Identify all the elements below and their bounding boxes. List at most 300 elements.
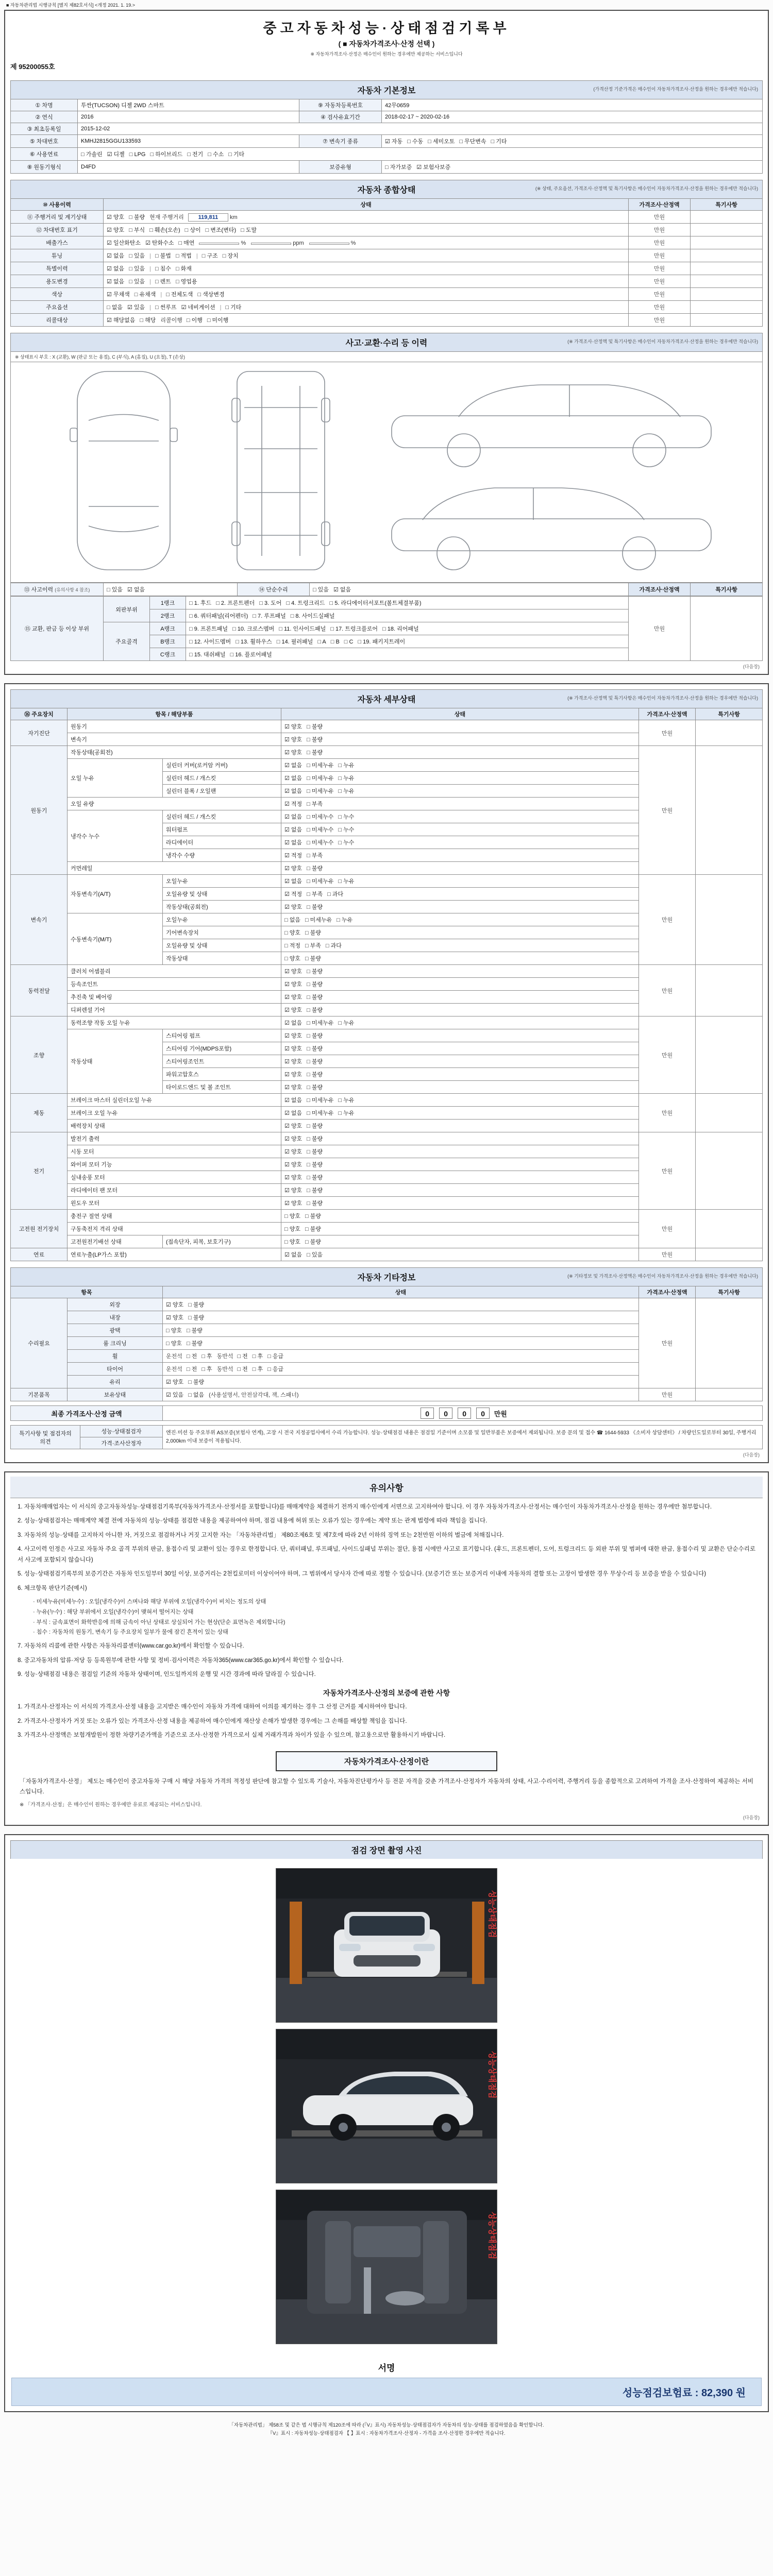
detail-state xyxy=(281,888,639,901)
checkbox-checked[interactable]: ☑ 일산화탄소 xyxy=(107,240,141,246)
checkbox-unchecked[interactable]: □ 불량 xyxy=(305,1213,321,1219)
item-label: 추진축 및 베어링 xyxy=(68,991,281,1004)
checkbox-checked[interactable]: ☑ 없음 xyxy=(284,762,303,769)
detail-state xyxy=(281,798,639,810)
value-field xyxy=(251,240,309,246)
checkbox-checked[interactable]: ☑ 해당없음 xyxy=(107,317,136,324)
checkbox-checked[interactable]: ☑ 양호 xyxy=(284,994,303,1001)
checkbox-unchecked[interactable]: □ 있음 xyxy=(129,253,145,259)
checkbox-unchecked[interactable]: □ 미세누유 xyxy=(305,917,332,923)
checkbox-unchecked[interactable]: □ 2. 프론트펜더 xyxy=(216,600,255,606)
detail-note-cell xyxy=(696,720,763,746)
detail-state xyxy=(281,965,639,978)
value-input[interactable] xyxy=(251,243,291,245)
vin-value: KMHJ2815GGU133593 xyxy=(78,135,299,148)
checkbox-unchecked[interactable]: □ 양호 xyxy=(284,956,300,962)
checkbox-unchecked[interactable]: □ 양호 xyxy=(284,1226,300,1232)
detail-price-cell: 만원 xyxy=(639,1094,696,1132)
item-label: 충전구 절연 상태 xyxy=(68,1210,281,1223)
accident-col-price: 가격조사·산정액 xyxy=(629,583,691,596)
checkbox-unchecked[interactable]: □ 부족 xyxy=(307,891,323,897)
checkbox-checked[interactable]: ☑ 네비게이션 xyxy=(181,304,215,311)
price-digit-box[interactable]: 0 xyxy=(476,1408,490,1419)
checkbox-checked[interactable]: ☑ 없음 xyxy=(284,814,303,820)
unit-label: km xyxy=(229,214,238,221)
checkbox-unchecked[interactable]: □ 있음 xyxy=(313,587,329,593)
checkbox-unchecked[interactable]: □ 불량 xyxy=(188,1379,205,1385)
svg-text:성능상태점검: 성능상태점검 xyxy=(488,2050,496,2099)
checkbox-checked[interactable]: ☑ 양호 xyxy=(284,1007,303,1013)
car-name-label: ① 차명 xyxy=(11,99,78,111)
checkbox-checked[interactable]: ☑ 양호 xyxy=(284,904,303,910)
checkbox-unchecked[interactable]: □ 불량 xyxy=(307,904,323,910)
checkbox-unchecked[interactable]: □ 응급 xyxy=(267,1353,284,1360)
checkbox-unchecked[interactable]: □ 누유 xyxy=(338,1110,355,1116)
detail-row xyxy=(11,1210,763,1223)
section-detail-note: (※ 가격조사·산정액 및 특기사항은 매수인이 자동차가격조사·산정을 원하는 경우에만 적습니다) xyxy=(567,696,758,701)
checkbox-unchecked[interactable]: □ 누유 xyxy=(338,775,355,782)
value-input[interactable] xyxy=(309,243,349,245)
other-note-cell xyxy=(696,1298,763,1388)
checkbox-unchecked[interactable]: □ 불량 xyxy=(307,1084,323,1091)
checkbox-unchecked[interactable]: □ 수소 xyxy=(208,151,224,158)
checkbox-checked[interactable]: ☑ 양호 xyxy=(107,214,125,221)
overall-row-label: 색상 xyxy=(11,288,104,301)
rank-label: 2랭크 xyxy=(150,609,186,622)
checkbox-unchecked[interactable]: □ 하이브리드 xyxy=(150,151,183,158)
checkbox-unchecked[interactable]: □ 6. 쿼터패널(리어펜더) xyxy=(189,613,248,619)
checkbox-unchecked[interactable]: □ 과다 xyxy=(327,891,344,897)
rank-parts xyxy=(186,635,629,648)
checkbox-unchecked[interactable]: □ 세미오토 xyxy=(428,139,455,145)
item-label: 실내송풍 모터 xyxy=(68,1171,281,1184)
checkbox-unchecked[interactable]: □ 불량 xyxy=(307,1188,323,1194)
checkbox-unchecked[interactable]: □ 1. 후드 xyxy=(189,600,212,606)
overall-row-label: 용도변경 xyxy=(11,275,104,288)
other-state xyxy=(163,1337,639,1350)
checkbox-checked[interactable]: ☑ 양호 xyxy=(284,1188,303,1194)
checkbox-unchecked[interactable]: □ 전기 xyxy=(187,151,204,158)
checkbox-unchecked[interactable]: □ 미세누수 xyxy=(307,814,334,820)
overall-note-cell xyxy=(691,288,763,301)
checkbox-unchecked[interactable]: □ 불량 xyxy=(188,1302,205,1308)
checkbox-unchecked[interactable]: □ 수동 xyxy=(407,139,424,145)
detail-state xyxy=(281,823,639,836)
opinion-text: 엔진·미션 등 주요부위 AS보증(보험사 연계), 고장 시 전국 지정공업사에서 수리 가능합니다. 성능·상태점검 내용은 점검일 기준이며 소모품 및 일반부품은 보증에서 제외됩니다. 보증 문의 및 접수 ☎ 1644-5933 《소비자 상담센터》 / 차량인도일로부터 30일, 주행거리 2,000km 이내 보증이 적용됩니다. xyxy=(163,1426,763,1449)
checkbox-unchecked[interactable]: □ 전 xyxy=(237,1353,248,1360)
checkbox-unchecked[interactable]: □ 기타 xyxy=(491,139,507,145)
inspection-photo-under xyxy=(276,2190,497,2344)
fuel-label: ⑥ 사용연료 xyxy=(11,148,78,161)
checkbox-unchecked[interactable]: □ 15. 대쉬패널 xyxy=(189,652,226,658)
checkbox-unchecked[interactable]: □ 유채색 xyxy=(134,292,156,298)
overall-row-state xyxy=(104,249,629,262)
checkbox-unchecked[interactable]: □ 무단변속 xyxy=(459,139,486,145)
checkbox-unchecked[interactable]: □ 불량 xyxy=(307,1046,323,1052)
checkbox-checked[interactable]: ☑ 양호 xyxy=(107,227,125,233)
checkbox-checked[interactable]: ☑ 적정 xyxy=(284,891,303,897)
checkbox-checked[interactable]: ☑ 없음 xyxy=(127,587,145,593)
price-digit-box[interactable]: 0 xyxy=(439,1408,452,1419)
section-other xyxy=(10,1267,763,1286)
checkbox-unchecked[interactable]: □ 누유 xyxy=(338,762,355,769)
device-label: 전기 xyxy=(11,1132,68,1210)
checkbox-checked[interactable]: ☑ 양호 xyxy=(284,1084,303,1091)
checkbox-unchecked[interactable]: □ 5. 라디에이터서포트(볼트체결부품) xyxy=(329,600,422,606)
price-digit-box[interactable]: 0 xyxy=(458,1408,471,1419)
item-label: 브레이크 마스터 실린더오일 누유 xyxy=(68,1094,281,1107)
checkbox-unchecked[interactable]: □ 전체도색 xyxy=(166,292,193,298)
detail-note-cell xyxy=(696,746,763,875)
checkbox-checked[interactable]: ☑ 없음 xyxy=(284,1020,303,1026)
price-guarantee-item: 2. 가격조사·산정자가 거짓 또는 오류가 있는 가격조사·산정 내용을 제공하여 매수인에게 재산상 손해가 발생한 경우에는 그 손해를 배상할 책임을 집니다. xyxy=(18,1718,407,1724)
checkbox-unchecked[interactable]: □ 있음 xyxy=(107,587,123,593)
detail-state xyxy=(281,746,639,759)
checkbox-unchecked[interactable]: □ 불량 xyxy=(307,1162,323,1168)
checkbox-unchecked[interactable]: □ 4. 트렁크리드 xyxy=(286,600,325,606)
detail-state xyxy=(281,875,639,888)
checkbox-unchecked[interactable]: □ 미세누수 xyxy=(307,840,334,846)
checkbox-unchecked[interactable]: □ 불량 xyxy=(307,1149,323,1155)
checkbox-unchecked[interactable]: □ 후 xyxy=(252,1353,263,1360)
checkbox-unchecked[interactable]: □ 없음 xyxy=(188,1392,205,1398)
checkbox-unchecked[interactable]: □ 불량 xyxy=(307,866,323,872)
checkbox-unchecked[interactable]: □ 11. 인사이드패널 xyxy=(279,626,326,632)
checkbox-unchecked[interactable]: □ 8. 사이드실패널 xyxy=(290,613,335,619)
checkbox-checked[interactable]: ☑ 양호 xyxy=(284,737,303,743)
value-field xyxy=(309,240,361,246)
checkbox-unchecked[interactable]: □ 기타 xyxy=(228,151,245,158)
checkbox-checked[interactable]: ☑ 있음 xyxy=(127,304,145,311)
checkbox-unchecked[interactable]: □ 후 xyxy=(201,1366,212,1372)
checkbox-unchecked[interactable]: □ 불량 xyxy=(305,1239,321,1245)
checkbox-unchecked[interactable]: □ 영업용 xyxy=(175,279,197,285)
price-digit-box[interactable]: 0 xyxy=(421,1408,434,1419)
checkbox-unchecked[interactable]: □ 없음 xyxy=(284,917,300,923)
checkbox-unchecked[interactable]: □ 18. 리어패널 xyxy=(382,626,419,632)
checkbox-unchecked[interactable]: □ 13. 휠하우스 xyxy=(236,639,272,645)
checkbox-unchecked[interactable]: □ LPG xyxy=(129,151,146,158)
checkbox-unchecked[interactable]: □ 불량 xyxy=(307,750,323,756)
part-label: 오일누유 xyxy=(163,913,281,926)
overall-price-cell: 만원 xyxy=(629,301,691,314)
checkbox-unchecked[interactable]: □ 후 xyxy=(201,1353,212,1360)
checkbox-checked[interactable]: ☑ 양호 xyxy=(284,724,303,730)
checkbox-checked[interactable]: ☑ 양호 xyxy=(284,1123,303,1129)
checkbox-checked[interactable]: ☑ 양호 xyxy=(284,981,303,988)
item-label: 윈도우 모터 xyxy=(68,1197,281,1210)
checkbox-checked[interactable]: ☑ 양호 xyxy=(284,1149,303,1155)
checkbox-unchecked[interactable]: □ 훼손(오손) xyxy=(149,227,180,233)
rank-parts xyxy=(186,648,629,661)
inline-text: | xyxy=(149,304,151,311)
checkbox-unchecked[interactable]: □ 불량 xyxy=(186,1341,203,1347)
basic-items-label: 보유상태 xyxy=(68,1388,163,1401)
checkbox-unchecked[interactable]: □ 후 xyxy=(252,1366,263,1372)
detail-note-cell xyxy=(696,1016,763,1094)
checkbox-checked[interactable]: ☑ 없음 xyxy=(284,827,303,833)
checkbox-unchecked[interactable]: □ 불량 xyxy=(307,737,323,743)
checkbox-checked[interactable]: ☑ 없음 xyxy=(284,1110,303,1116)
checkbox-checked[interactable]: ☑ 무채색 xyxy=(107,292,130,298)
checkbox-checked[interactable]: ☑ 없음 xyxy=(284,1252,303,1258)
checkbox-checked[interactable]: ☑ 양호 xyxy=(284,1072,303,1078)
checkbox-checked[interactable]: ☑ 없음 xyxy=(284,1097,303,1104)
detail-price-cell: 만원 xyxy=(639,1248,696,1261)
checkbox-unchecked[interactable]: □ 매연 xyxy=(178,240,195,246)
checkbox-unchecked[interactable]: □ 16. 플로어패널 xyxy=(230,652,272,658)
checkbox-unchecked[interactable]: □ 가솔린 xyxy=(81,151,103,158)
checkbox-unchecked[interactable]: □ 도말 xyxy=(241,227,257,233)
checkbox-checked[interactable]: ☑ 양호 xyxy=(284,1046,303,1052)
checkbox-checked[interactable]: ☑ 탄화수소 xyxy=(145,240,174,246)
checkbox-checked[interactable]: ☑ 양호 xyxy=(284,866,303,872)
checkbox-unchecked[interactable]: □ 미세누수 xyxy=(307,827,334,833)
checkbox-unchecked[interactable]: □ 과다 xyxy=(325,943,342,949)
checkbox-unchecked[interactable]: □ 자가보증 xyxy=(385,164,412,171)
item-label: 배력장치 상태 xyxy=(68,1120,281,1132)
checkbox-unchecked[interactable]: □ 17. 트렁크플로어 xyxy=(330,626,378,632)
checkbox-checked[interactable]: ☑ 양호 xyxy=(284,1200,303,1207)
checkbox-checked[interactable]: ☑ 없음 xyxy=(284,775,303,782)
checkbox-unchecked[interactable]: □ 부식 xyxy=(129,227,145,233)
checkbox-unchecked[interactable]: □ 화재 xyxy=(175,266,192,272)
detail-col-note: 특기사항 xyxy=(696,708,763,720)
detail-note-cell xyxy=(696,1132,763,1210)
part-label: (접속단자, 피복, 보호기구) xyxy=(163,1235,281,1248)
item-label: 작동상태 xyxy=(68,1029,163,1094)
checkbox-unchecked[interactable]: □ 변조(변타) xyxy=(205,227,237,233)
overall-row-state xyxy=(104,211,629,224)
item-label: 디퍼렌셜 기어 xyxy=(68,1004,281,1016)
checkbox-checked[interactable]: ☑ 양호 xyxy=(284,1175,303,1181)
checkbox-unchecked[interactable]: □ 있음 xyxy=(129,266,145,272)
checkbox-unchecked[interactable]: □ 적법 xyxy=(175,253,192,259)
checkbox-unchecked[interactable]: □ 불량 xyxy=(307,1175,323,1181)
checkbox-unchecked[interactable]: □ 부족 xyxy=(305,943,321,949)
checkbox-checked[interactable]: ☑ 양호 xyxy=(284,969,303,975)
checkbox-unchecked[interactable]: □ 14. 필러패널 xyxy=(276,639,313,645)
checkbox-unchecked[interactable]: □ 누수 xyxy=(338,814,355,820)
value-input[interactable] xyxy=(199,243,239,245)
item-label: 발전기 출력 xyxy=(68,1132,281,1145)
checkbox-unchecked[interactable]: □ 썬루프 xyxy=(155,304,177,311)
checkbox-unchecked[interactable]: □ 불량 xyxy=(307,1123,323,1129)
part-label: 실린더 커버(로커암 커버) xyxy=(163,759,281,772)
checkbox-unchecked[interactable]: □ 불량 xyxy=(307,724,323,730)
section-detail xyxy=(10,689,763,708)
value-input[interactable]: 119,811 xyxy=(188,213,228,222)
overall-row xyxy=(11,262,763,275)
checkbox-unchecked[interactable]: □ 불량 xyxy=(305,956,321,962)
checkbox-unchecked[interactable]: □ 전 xyxy=(186,1353,197,1360)
checkbox-unchecked[interactable]: □ 해당 xyxy=(140,317,156,324)
checkbox-checked[interactable]: ☑ 없음 xyxy=(333,587,351,593)
checkbox-unchecked[interactable]: □ 미세누유 xyxy=(307,1097,334,1104)
overall-row-state xyxy=(104,314,629,327)
detail-price-cell: 만원 xyxy=(639,746,696,875)
checkbox-unchecked[interactable]: □ 12. 사이드멤버 xyxy=(189,639,231,645)
checkbox-unchecked[interactable]: □ 불량 xyxy=(307,1007,323,1013)
checkbox-unchecked[interactable]: □ 불량 xyxy=(307,1033,323,1039)
checkbox-unchecked[interactable]: □ 미세누유 xyxy=(307,762,334,769)
checkbox-unchecked[interactable]: □ 3. 도어 xyxy=(259,600,282,606)
item-label: 작동상태(공회전) xyxy=(68,746,281,759)
checkbox-unchecked[interactable]: □ A xyxy=(317,639,326,645)
checkbox-unchecked[interactable]: □ 구조 xyxy=(201,253,218,259)
checkbox-unchecked[interactable]: □ 미이행 xyxy=(207,317,229,324)
section-detail-title: 자동차 세부상태 xyxy=(357,696,416,704)
checkbox-unchecked[interactable]: □ 적정 xyxy=(284,943,300,949)
checkbox-unchecked[interactable]: □ 없음 xyxy=(107,304,123,311)
checkbox-unchecked[interactable]: □ 누유 xyxy=(338,788,355,794)
checkbox-checked[interactable]: ☑ 자동 xyxy=(385,139,403,145)
checkbox-unchecked[interactable]: □ 누유 xyxy=(337,917,353,923)
other-state xyxy=(163,1350,639,1363)
overall-price-cell: 만원 xyxy=(629,275,691,288)
checkbox-checked[interactable]: ☑ 양호 xyxy=(284,1059,303,1065)
device-label: 고전원 전기장치 xyxy=(11,1210,68,1248)
checkbox-unchecked[interactable]: □ 미세누유 xyxy=(307,788,334,794)
checkbox-unchecked[interactable]: □ 10. 크로스멤버 xyxy=(232,626,275,632)
detail-note-cell xyxy=(696,1210,763,1248)
part-label: 라디에이터 xyxy=(163,836,281,849)
checkbox-checked[interactable]: ☑ 양호 xyxy=(284,1136,303,1142)
checkbox-unchecked[interactable]: □ 불량 xyxy=(307,981,323,988)
checkbox-unchecked[interactable]: □ 양호 xyxy=(284,930,300,936)
other-item-label: 외장 xyxy=(68,1298,163,1311)
checkbox-unchecked[interactable]: □ 기타 xyxy=(225,304,242,311)
detail-row xyxy=(11,1132,763,1145)
checkbox-unchecked[interactable]: □ 19. 패키지트레이 xyxy=(358,639,406,645)
checkbox-unchecked[interactable]: □ B xyxy=(330,639,340,645)
checkbox-unchecked[interactable]: □ 불량 xyxy=(129,214,145,221)
inspection-photos xyxy=(10,1859,763,2353)
checkbox-unchecked[interactable]: □ 불량 xyxy=(188,1315,205,1321)
checkbox-checked[interactable]: ☑ 있음 xyxy=(166,1392,184,1398)
checkbox-unchecked[interactable]: □ 불량 xyxy=(307,994,323,1001)
checkbox-unchecked[interactable]: □ 양호 xyxy=(284,1213,300,1219)
checkbox-unchecked[interactable]: □ 미세누유 xyxy=(307,775,334,782)
checkbox-unchecked[interactable]: □ 불량 xyxy=(307,969,323,975)
car-diagram-svg xyxy=(15,365,758,577)
checkbox-unchecked[interactable]: □ 불량 xyxy=(307,1072,323,1078)
overall-row-label: 특별이력 xyxy=(11,262,104,275)
opinion-row-appraiser: 가격·조사산정자 xyxy=(80,1437,163,1449)
checkbox-unchecked[interactable]: □ 누수 xyxy=(338,840,355,846)
other-state xyxy=(163,1376,639,1388)
checkbox-checked[interactable]: ☑ 양호 xyxy=(166,1315,184,1321)
checkbox-unchecked[interactable]: □ 양호 xyxy=(166,1328,182,1334)
overall-row-label: ⑫ 차대번호 표기 xyxy=(11,224,104,236)
detail-row xyxy=(11,746,763,759)
checkbox-unchecked[interactable]: □ 누수 xyxy=(338,827,355,833)
checkbox-checked[interactable]: ☑ 없음 xyxy=(107,253,125,259)
warranty-type-label: 보증유형 xyxy=(299,161,382,174)
checkbox-unchecked[interactable]: □ 불법 xyxy=(155,253,171,259)
checkbox-unchecked[interactable]: □ 이행 xyxy=(186,317,203,324)
checkbox-unchecked[interactable]: □ 불량 xyxy=(186,1328,203,1334)
detail-state xyxy=(281,1055,639,1068)
part-label: 타이로드엔드 및 볼 조인트 xyxy=(163,1081,281,1094)
checkbox-unchecked[interactable]: □ 부족 xyxy=(307,801,323,807)
checkbox-unchecked[interactable]: □ 누유 xyxy=(338,878,355,885)
reg-no-value: 42무0659 xyxy=(382,99,763,111)
checkbox-checked[interactable]: ☑ 양호 xyxy=(166,1302,184,1308)
detail-state xyxy=(281,1235,639,1248)
other-col-price: 가격조사·산정액 xyxy=(639,1286,696,1298)
checkbox-unchecked[interactable]: □ 색상변경 xyxy=(197,292,225,298)
checkbox-checked[interactable]: ☑ 적정 xyxy=(284,853,303,859)
detail-row xyxy=(11,1094,763,1107)
overall-row-label: 리콜대상 xyxy=(11,314,104,327)
checkbox-checked[interactable]: ☑ 양호 xyxy=(284,1162,303,1168)
checkbox-checked[interactable]: ☑ 디젤 xyxy=(107,151,125,158)
item-label: 동력조향 작동 오일 누유 xyxy=(68,1016,281,1029)
checkbox-unchecked[interactable]: □ 양호 xyxy=(284,1239,300,1245)
checkbox-checked[interactable]: ☑ 양호 xyxy=(284,1033,303,1039)
checkbox-unchecked[interactable]: □ 누유 xyxy=(338,1020,355,1026)
checkbox-checked[interactable]: ☑ 양호 xyxy=(166,1379,184,1385)
checkbox-checked[interactable]: ☑ 보험사보증 xyxy=(416,164,451,171)
checkbox-unchecked[interactable]: □ 불량 xyxy=(307,1136,323,1142)
checkbox-unchecked[interactable]: □ 미세누유 xyxy=(307,1110,334,1116)
detail-state xyxy=(281,1016,639,1029)
unit-label: ppm xyxy=(293,240,304,246)
car-name-value: 투싼(TUCSON) 디젤 2WD 스마트 xyxy=(78,99,299,111)
checkbox-unchecked[interactable]: □ 상이 xyxy=(184,227,201,233)
checkbox-checked[interactable]: ☑ 없음 xyxy=(284,788,303,794)
final-price-unit: 만원 xyxy=(494,1410,507,1418)
checkbox-unchecked[interactable]: □ 불량 xyxy=(305,930,321,936)
checkbox-unchecked[interactable]: □ 있음 xyxy=(307,1252,323,1258)
checkbox-unchecked[interactable]: □ 7. 루프패널 xyxy=(253,613,286,619)
checkbox-checked[interactable]: ☑ 적정 xyxy=(284,801,303,807)
checkbox-unchecked[interactable]: □ 렌트 xyxy=(155,279,171,285)
checkbox-checked[interactable]: ☑ 양호 xyxy=(284,750,303,756)
checkbox-checked[interactable]: ☑ 없음 xyxy=(284,878,303,885)
checkbox-unchecked[interactable]: □ 있음 xyxy=(129,279,145,285)
item-label: 커먼레일 xyxy=(68,862,281,875)
checkbox-unchecked[interactable]: □ 불량 xyxy=(307,1059,323,1065)
part-label: 스티어링조인트 xyxy=(163,1055,281,1068)
checkbox-unchecked[interactable]: □ 응급 xyxy=(267,1366,284,1372)
checkbox-unchecked[interactable]: □ 전 xyxy=(237,1366,248,1372)
checkbox-unchecked[interactable]: □ 전 xyxy=(186,1366,197,1372)
checkbox-unchecked[interactable]: □ C xyxy=(344,639,354,645)
checkbox-unchecked[interactable]: □ 미세누유 xyxy=(307,878,334,885)
checkbox-checked[interactable]: ☑ 없음 xyxy=(107,279,125,285)
overall-note-cell xyxy=(691,262,763,275)
checkbox-unchecked[interactable]: □ 불량 xyxy=(307,1200,323,1207)
checkbox-unchecked[interactable]: □ 침수 xyxy=(155,266,171,272)
checkbox-unchecked[interactable]: □ 누유 xyxy=(338,1097,355,1104)
checkbox-checked[interactable]: ☑ 없음 xyxy=(107,266,125,272)
detail-state xyxy=(281,1171,639,1184)
checkbox-unchecked[interactable]: □ 양호 xyxy=(166,1341,182,1347)
notice-item: 7. 자동차의 리콜에 관한 사항은 자동차리콜센터(www.car.go.kr)에서 확인할 수 있습니다. xyxy=(18,1643,244,1650)
checkbox-unchecked[interactable]: □ 장치 xyxy=(222,253,239,259)
checkbox-unchecked[interactable]: □ 불량 xyxy=(305,1226,321,1232)
checkbox-unchecked[interactable]: □ 9. 프론트패널 xyxy=(189,626,228,632)
checkbox-unchecked[interactable]: □ 부족 xyxy=(307,853,323,859)
detail-price-cell: 만원 xyxy=(639,965,696,1016)
warranty-options xyxy=(382,161,763,174)
detail-state xyxy=(281,1042,639,1055)
detail-state xyxy=(281,1081,639,1094)
checkbox-checked[interactable]: ☑ 없음 xyxy=(284,840,303,846)
checkbox-unchecked[interactable]: □ 미세누유 xyxy=(307,1020,334,1026)
